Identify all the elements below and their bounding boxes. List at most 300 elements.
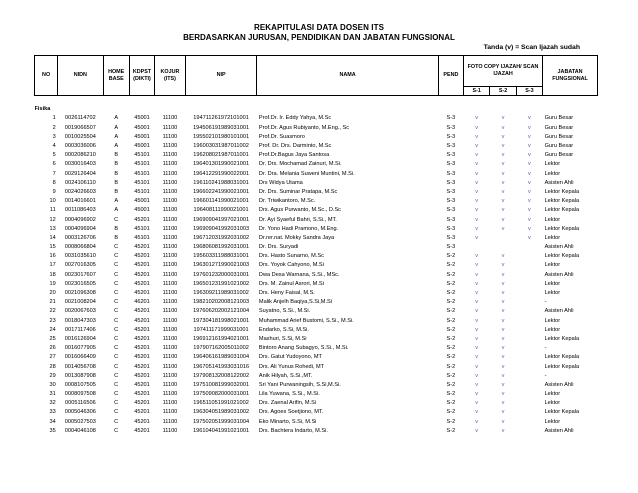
row-home-base: C xyxy=(114,253,119,260)
row-s3 xyxy=(516,408,542,417)
row-s2: v xyxy=(501,290,505,297)
row-s2: v xyxy=(501,207,505,214)
row-home-base: C xyxy=(114,427,119,434)
row-no: 24 xyxy=(49,326,56,333)
row-pend: S-2 xyxy=(446,326,456,333)
table-row xyxy=(35,179,598,188)
row-nama: Mashuri, S.Si, M.Si xyxy=(258,335,307,342)
row-s2: v xyxy=(501,345,505,352)
row-s3: v xyxy=(527,115,531,122)
row-home-base: C xyxy=(114,290,119,297)
row-no: 23 xyxy=(49,317,56,324)
row-pend: S-2 xyxy=(446,391,456,398)
row-nama: Malik Anjelh Baqiya,S.Si,M.Si xyxy=(258,299,332,306)
row-nidn: 0010025504 xyxy=(64,133,96,140)
row-pend: S-3 xyxy=(446,207,456,214)
row-s2: v xyxy=(501,133,505,140)
row-s3: v xyxy=(527,188,531,195)
row-nama: Dr.rer.nat. Mokky Sandra Jaya xyxy=(258,234,335,241)
table-row xyxy=(35,344,598,353)
row-pend: S-3 xyxy=(446,152,456,159)
row-jabatan: Lektor Kepala xyxy=(544,207,580,214)
row-jabatan: Lektor Kepala xyxy=(544,188,580,195)
row-s1: v xyxy=(475,198,479,205)
table-row xyxy=(35,289,598,298)
row-jabatan: Lektor xyxy=(544,170,561,177)
table-row xyxy=(35,206,598,215)
row-jabatan: - xyxy=(544,299,547,306)
spacer-row xyxy=(35,96,598,106)
table-row xyxy=(35,243,598,252)
row-s2: v xyxy=(501,381,505,388)
row-no: 33 xyxy=(49,409,56,416)
row-s2: v xyxy=(501,143,505,150)
row-kojur: 11100 xyxy=(162,188,178,195)
row-jabatan: Guru Besar xyxy=(544,152,574,159)
row-nidn: 0008066804 xyxy=(64,244,96,251)
row-jabatan: Lektor xyxy=(544,317,561,324)
row-nidn: 0011086403 xyxy=(65,207,96,214)
row-nip: 197510081999032001 xyxy=(193,381,250,388)
row-pend: S-3 xyxy=(446,225,456,232)
row-no: 35 xyxy=(49,427,56,434)
row-s1: v xyxy=(475,345,479,352)
row-s3: v xyxy=(527,161,531,168)
row-nip: 197509082000031001 xyxy=(193,391,250,398)
row-pend: S-2 xyxy=(446,317,456,324)
row-no: 30 xyxy=(49,381,56,388)
row-kojur: 11100 xyxy=(162,299,178,306)
row-s1: v xyxy=(475,354,479,361)
table-row xyxy=(35,160,598,169)
table-row xyxy=(35,362,598,371)
table-row xyxy=(35,170,598,179)
row-s2: v xyxy=(501,354,505,361)
row-nidn: 0005046306 xyxy=(64,409,96,416)
header-fotocopy: FOTO COPY IJAZAH/ SCAN IJAZAH xyxy=(464,56,543,87)
row-no: 31 xyxy=(49,391,56,398)
row-no: 19 xyxy=(49,280,56,287)
row-nidn: 0027016305 xyxy=(64,262,96,269)
row-kojur: 11100 xyxy=(162,391,178,398)
row-s1: v xyxy=(475,207,479,214)
row-nip: 196401301990021001 xyxy=(193,161,250,168)
row-nidn: 0024026603 xyxy=(64,188,96,195)
group-row xyxy=(35,105,598,114)
row-jabatan: Lektor Kepala xyxy=(544,225,580,232)
row-s3 xyxy=(516,289,542,298)
row-nidn: 0026114702 xyxy=(65,115,96,122)
row-s1: v xyxy=(475,161,479,168)
row-s3 xyxy=(516,271,542,280)
row-jabatan: - xyxy=(544,345,547,352)
row-no: 3 xyxy=(52,133,56,140)
row-home-base: A xyxy=(114,143,119,150)
row-home-base: C xyxy=(114,391,119,398)
row-s3: v xyxy=(527,225,531,232)
row-s1: v xyxy=(475,418,479,425)
row-kojur: 11100 xyxy=(162,308,178,315)
row-nip: 196309211989031002 xyxy=(193,290,249,297)
row-s1: v xyxy=(475,317,479,324)
row-nip: 196601141990021001 xyxy=(193,198,249,205)
row-jabatan: Asisten Ahli xyxy=(544,179,574,186)
table-row xyxy=(35,326,598,335)
row-no: 10 xyxy=(49,198,56,205)
row-nama: Prof.Dr.Bagus Jaya Santosa xyxy=(258,152,330,159)
row-s1: v xyxy=(475,170,479,177)
row-kdpst: 45201 xyxy=(134,290,150,297)
row-jabatan: Lektor xyxy=(544,262,561,269)
row-no: 14 xyxy=(49,234,56,241)
scan-note: Tanda (v) = Scan Ijazah sudah xyxy=(483,44,580,51)
row-nama: Dr. Dra. Melania Suweni Muntini, M.Si. xyxy=(258,170,355,177)
row-no: 5 xyxy=(52,152,56,159)
row-kojur: 11100 xyxy=(162,345,178,352)
table-row xyxy=(35,197,598,206)
row-s1: v xyxy=(475,409,479,416)
row-nidn: 0030016403 xyxy=(64,161,96,168)
row-s1: v xyxy=(475,400,479,407)
table-row xyxy=(35,390,598,399)
row-nip: 196208021987011001 xyxy=(193,152,249,159)
row-nidn: 0023016505 xyxy=(64,280,96,287)
row-no: 26 xyxy=(49,345,56,352)
row-kdpst: 45201 xyxy=(134,391,150,398)
row-s3 xyxy=(516,427,542,436)
row-s1: v xyxy=(475,381,479,388)
row-nama: Drs. M. Zainul Asrori, M.Si xyxy=(258,280,324,287)
row-nip: 197502051999031004 xyxy=(193,418,250,425)
row-home-base: C xyxy=(114,400,119,407)
row-home-base: C xyxy=(114,299,119,306)
table-row xyxy=(35,234,598,243)
row-nidn: 0005116506 xyxy=(65,400,96,407)
row-no: 25 xyxy=(49,335,56,342)
row-pend: S-3 xyxy=(446,124,456,131)
row-nama: Suyatno, S.Si., M.Si. xyxy=(258,308,311,315)
row-kdpst: 45201 xyxy=(134,216,150,223)
row-no: 15 xyxy=(49,244,56,251)
row-kdpst: 45201 xyxy=(134,418,150,425)
row-kdpst: 45001 xyxy=(134,207,150,214)
row-kdpst: 45201 xyxy=(134,262,150,269)
row-kojur: 11100 xyxy=(162,170,178,177)
row-kojur: 11100 xyxy=(162,363,178,370)
row-jabatan: Lektor xyxy=(544,280,561,287)
row-kdpst: 45201 xyxy=(134,372,150,379)
row-nama: Muhammad Arief Bustomi, S.Si., M.Si. xyxy=(258,317,354,324)
row-jabatan: Lektor Kepala xyxy=(544,253,580,260)
row-pend: S-3 xyxy=(446,161,456,168)
row-kdpst: 45201 xyxy=(134,271,150,278)
row-pend: S-2 xyxy=(446,280,456,287)
row-s1: v xyxy=(475,290,479,297)
header-nidn: NIDN xyxy=(58,56,103,96)
row-kojur: 11100 xyxy=(162,290,178,297)
row-s2: v xyxy=(501,363,505,370)
row-s2: v xyxy=(501,326,505,333)
row-jabatan: Lektor Kepala xyxy=(544,363,580,370)
row-s1: v xyxy=(475,115,479,122)
row-home-base: B xyxy=(114,225,119,232)
table-row xyxy=(35,151,598,160)
row-kojur: 11100 xyxy=(162,207,178,214)
row-nidn: 0016077905 xyxy=(64,345,96,352)
row-nidn: 0004096904 xyxy=(64,225,96,232)
row-pend: S-2 xyxy=(446,308,456,315)
row-kojur: 11100 xyxy=(162,143,178,150)
row-no: 8 xyxy=(52,179,56,186)
row-nip: 196909041992031003 xyxy=(193,225,250,232)
row-kojur: 11100 xyxy=(162,262,178,269)
row-pend: S-3 xyxy=(446,133,456,140)
row-pend: S-2 xyxy=(446,262,456,269)
row-no: 20 xyxy=(49,290,56,297)
row-nip: 196110241988031001 xyxy=(193,179,249,186)
row-s3 xyxy=(516,326,542,335)
row-s1: v xyxy=(475,335,479,342)
row-s2: v xyxy=(501,372,505,379)
row-nama: Bintoro Anang Subagyo, S.Si., M.Si. xyxy=(258,345,349,352)
row-nip: 197908132008122002 xyxy=(193,372,250,379)
row-nip: 196712031992031002 xyxy=(193,234,250,241)
row-s1: v xyxy=(475,179,479,186)
row-nidn: 0005027503 xyxy=(64,418,96,425)
row-nama: Dr. Drs. Mochamad Zainuri, M.Si. xyxy=(258,161,342,168)
row-s3 xyxy=(516,261,542,270)
row-no: 16 xyxy=(49,253,56,260)
row-s2: v xyxy=(501,161,505,168)
row-s3: v xyxy=(527,133,531,140)
row-s3 xyxy=(516,418,542,427)
row-home-base: C xyxy=(114,317,119,324)
row-no: 18 xyxy=(49,271,56,278)
row-nip: 196003031987011002 xyxy=(193,143,249,150)
row-home-base: C xyxy=(114,409,119,416)
row-nidn: 0004096902 xyxy=(64,216,96,223)
row-no: 7 xyxy=(52,170,56,177)
header-jabatan: JABATAN FUNGSIONAL xyxy=(543,56,598,96)
row-nidn: 0021008204 xyxy=(64,299,96,306)
row-nama: Prof.Dr. Ir. Eddy Yahya, M.Sc xyxy=(258,115,332,122)
row-nip: 196501231991021002 xyxy=(193,280,250,287)
header-s1: S-1 xyxy=(464,87,490,96)
row-pend: S-3 xyxy=(446,170,456,177)
table-row xyxy=(35,353,598,362)
row-kojur: 11100 xyxy=(162,216,178,223)
row-kdpst: 45101 xyxy=(134,188,150,195)
row-nidn: 0014056708 xyxy=(64,363,96,370)
row-jabatan: Lektor xyxy=(544,234,561,241)
row-home-base: A xyxy=(114,133,119,140)
row-nama: Anik Hilyah, S.Si.,MT. xyxy=(258,372,313,379)
row-no: 32 xyxy=(49,400,56,407)
row-s1: v xyxy=(475,234,479,241)
row-nidn: 0029126404 xyxy=(64,170,96,177)
row-pend: S-2 xyxy=(446,418,456,425)
row-nip: 196406161989031004 xyxy=(193,354,250,361)
row-pend: S-2 xyxy=(446,290,456,297)
row-kojur: 11100 xyxy=(162,161,178,168)
row-s2: v xyxy=(501,409,505,416)
row-s2 xyxy=(490,234,516,243)
row-s3: v xyxy=(527,152,531,159)
page-title: REKAPITULASI DATA DOSEN ITS xyxy=(253,23,385,32)
row-jabatan: Lektor xyxy=(544,418,561,425)
row-home-base: A xyxy=(114,207,119,214)
row-nama: Prof. Dr. Drs. Darminto, M.Sc xyxy=(258,143,332,150)
row-home-base: C xyxy=(114,363,119,370)
row-s3 xyxy=(516,280,542,289)
row-jabatan: Asisten Ahli xyxy=(544,271,574,278)
row-nip: 196301271990021003 xyxy=(193,262,250,269)
row-s3: v xyxy=(527,179,531,186)
row-nidn: 0016066409 xyxy=(64,354,96,361)
row-pend: S-2 xyxy=(446,345,456,352)
row-s2: v xyxy=(501,198,505,205)
row-kojur: 11100 xyxy=(162,400,178,407)
row-home-base: B xyxy=(114,170,119,177)
row-home-base: C xyxy=(114,335,119,342)
row-nama: Drs Widya Utama xyxy=(258,179,303,186)
row-pend: S-2 xyxy=(446,299,456,306)
row-home-base: C xyxy=(114,354,119,361)
row-nama: Dwa Desa Warnana, S.Si., MSc. xyxy=(258,271,340,278)
table-row xyxy=(35,188,598,197)
row-s1: v xyxy=(475,308,479,315)
row-home-base: B xyxy=(114,152,119,159)
table-row xyxy=(35,418,598,427)
row-s2: v xyxy=(501,262,505,269)
row-pend: S-2 xyxy=(446,381,456,388)
row-s3: v xyxy=(527,198,531,205)
row-home-base: C xyxy=(114,262,119,269)
row-kdpst: 45001 xyxy=(134,115,150,122)
row-nip: 197907162005011002 xyxy=(193,345,249,352)
row-s1: v xyxy=(475,124,479,131)
row-nip: 194711261972101001 xyxy=(193,115,249,122)
row-nidn: 0002086210 xyxy=(64,152,96,159)
row-no: 4 xyxy=(52,143,56,150)
row-home-base: C xyxy=(114,381,119,388)
row-nama: Dr. Drs. Suminar Pratapa, M.Sc xyxy=(258,188,338,195)
row-kdpst: 45201 xyxy=(134,409,150,416)
row-jabatan: Asisten Ahli xyxy=(544,427,574,434)
row-jabatan: - xyxy=(544,372,547,379)
row-kdpst: 45201 xyxy=(134,280,150,287)
row-nip: 197411171999031001 xyxy=(193,326,249,333)
row-jabatan: Asisten Ahli xyxy=(544,244,574,251)
row-kojur: 11100 xyxy=(162,317,178,324)
row-s2: v xyxy=(501,253,505,260)
row-home-base: A xyxy=(114,124,119,131)
row-pend: S-3 xyxy=(446,143,456,150)
row-s1: v xyxy=(475,216,479,223)
row-home-base: C xyxy=(114,418,119,425)
row-nip: 196909041997021001 xyxy=(193,216,250,223)
row-s3 xyxy=(516,252,542,261)
row-kojur: 11100 xyxy=(162,225,178,232)
row-kojur: 11100 xyxy=(162,409,178,416)
header-s2: S-2 xyxy=(490,87,516,96)
row-nidn: 0003126706 xyxy=(64,234,96,241)
row-nama: Drs. Hasto Sunarno, M.Sc xyxy=(258,253,324,260)
row-nip: 196104041991021001 xyxy=(193,427,250,434)
row-kojur: 11100 xyxy=(162,381,178,388)
row-s2: v xyxy=(501,418,505,425)
table-row xyxy=(35,261,598,270)
row-no: 12 xyxy=(49,216,56,223)
row-kdpst: 45101 xyxy=(134,179,150,186)
row-s2: v xyxy=(501,299,505,306)
row-nama: Drs. Heny Faisal, M.S. xyxy=(258,290,315,297)
row-jabatan: Lektor Kepala xyxy=(544,335,580,342)
row-home-base: C xyxy=(114,308,119,315)
row-no: 22 xyxy=(49,308,56,315)
row-pend: S-2 xyxy=(446,335,456,342)
row-nama: Drs. Agoes Soetjiono, MT. xyxy=(258,409,324,416)
row-nip: 197601232000031001 xyxy=(193,271,250,278)
table-row xyxy=(35,381,598,390)
row-nama: Drs. Bachtera Indarto, M.Si. xyxy=(258,427,328,434)
row-nip: 196304051989031002 xyxy=(193,409,250,416)
row-nama: Dr. Drs. Suryadi xyxy=(258,244,299,251)
row-nip: 196912161994021001 xyxy=(193,335,250,342)
row-s3 xyxy=(516,344,542,353)
row-home-base: C xyxy=(114,271,119,278)
row-kojur: 11100 xyxy=(162,198,178,205)
row-s2: v xyxy=(501,216,505,223)
row-s2: v xyxy=(501,179,505,186)
row-s1: v xyxy=(475,188,479,195)
table-row xyxy=(35,271,598,280)
row-nama: Lila Yuwana, S.Si., M.Si. xyxy=(258,391,320,398)
row-s1: v xyxy=(475,133,479,140)
table-row xyxy=(35,124,598,133)
row-s1: v xyxy=(475,225,479,232)
group-label: Fisika xyxy=(34,106,51,113)
table-row xyxy=(35,133,598,142)
table-row xyxy=(35,298,598,307)
row-s3: v xyxy=(527,124,531,131)
row-nidn: 0014016601 xyxy=(64,198,96,205)
row-jabatan: Asisten Ahli xyxy=(544,381,574,388)
row-s2: v xyxy=(501,308,505,315)
row-jabatan: Guru Besar xyxy=(544,115,574,122)
row-jabatan: Lektor Kepala xyxy=(544,198,580,205)
row-s3: v xyxy=(527,143,531,150)
header-kdpst: KDPST (DIKTI) xyxy=(129,56,154,96)
row-nama: Sri Yani Purwaningsih, S.Si,M.Si. xyxy=(258,381,341,388)
row-no: 11 xyxy=(49,207,56,214)
row-nidn: 0018047303 xyxy=(64,317,96,324)
row-pend: S-3 xyxy=(446,188,456,195)
row-nama: Eko Minarto, S.Si, M.Si xyxy=(258,418,317,425)
row-s1: v xyxy=(475,372,479,379)
row-kojur: 11100 xyxy=(162,244,178,251)
row-s2: v xyxy=(501,124,505,131)
table-row xyxy=(35,317,598,326)
row-kdpst: 45101 xyxy=(134,152,150,159)
page-subtitle: BERDASARKAN JURUSAN, PENDIDIKAN DAN JABATAN FUNGSIONAL xyxy=(183,33,455,42)
row-home-base: B xyxy=(114,161,119,168)
row-s3 xyxy=(516,353,542,362)
row-nip: 194506191989031001 xyxy=(193,124,250,131)
table-body xyxy=(35,96,598,436)
row-s2: v xyxy=(501,400,505,407)
row-s3: v xyxy=(527,234,531,241)
